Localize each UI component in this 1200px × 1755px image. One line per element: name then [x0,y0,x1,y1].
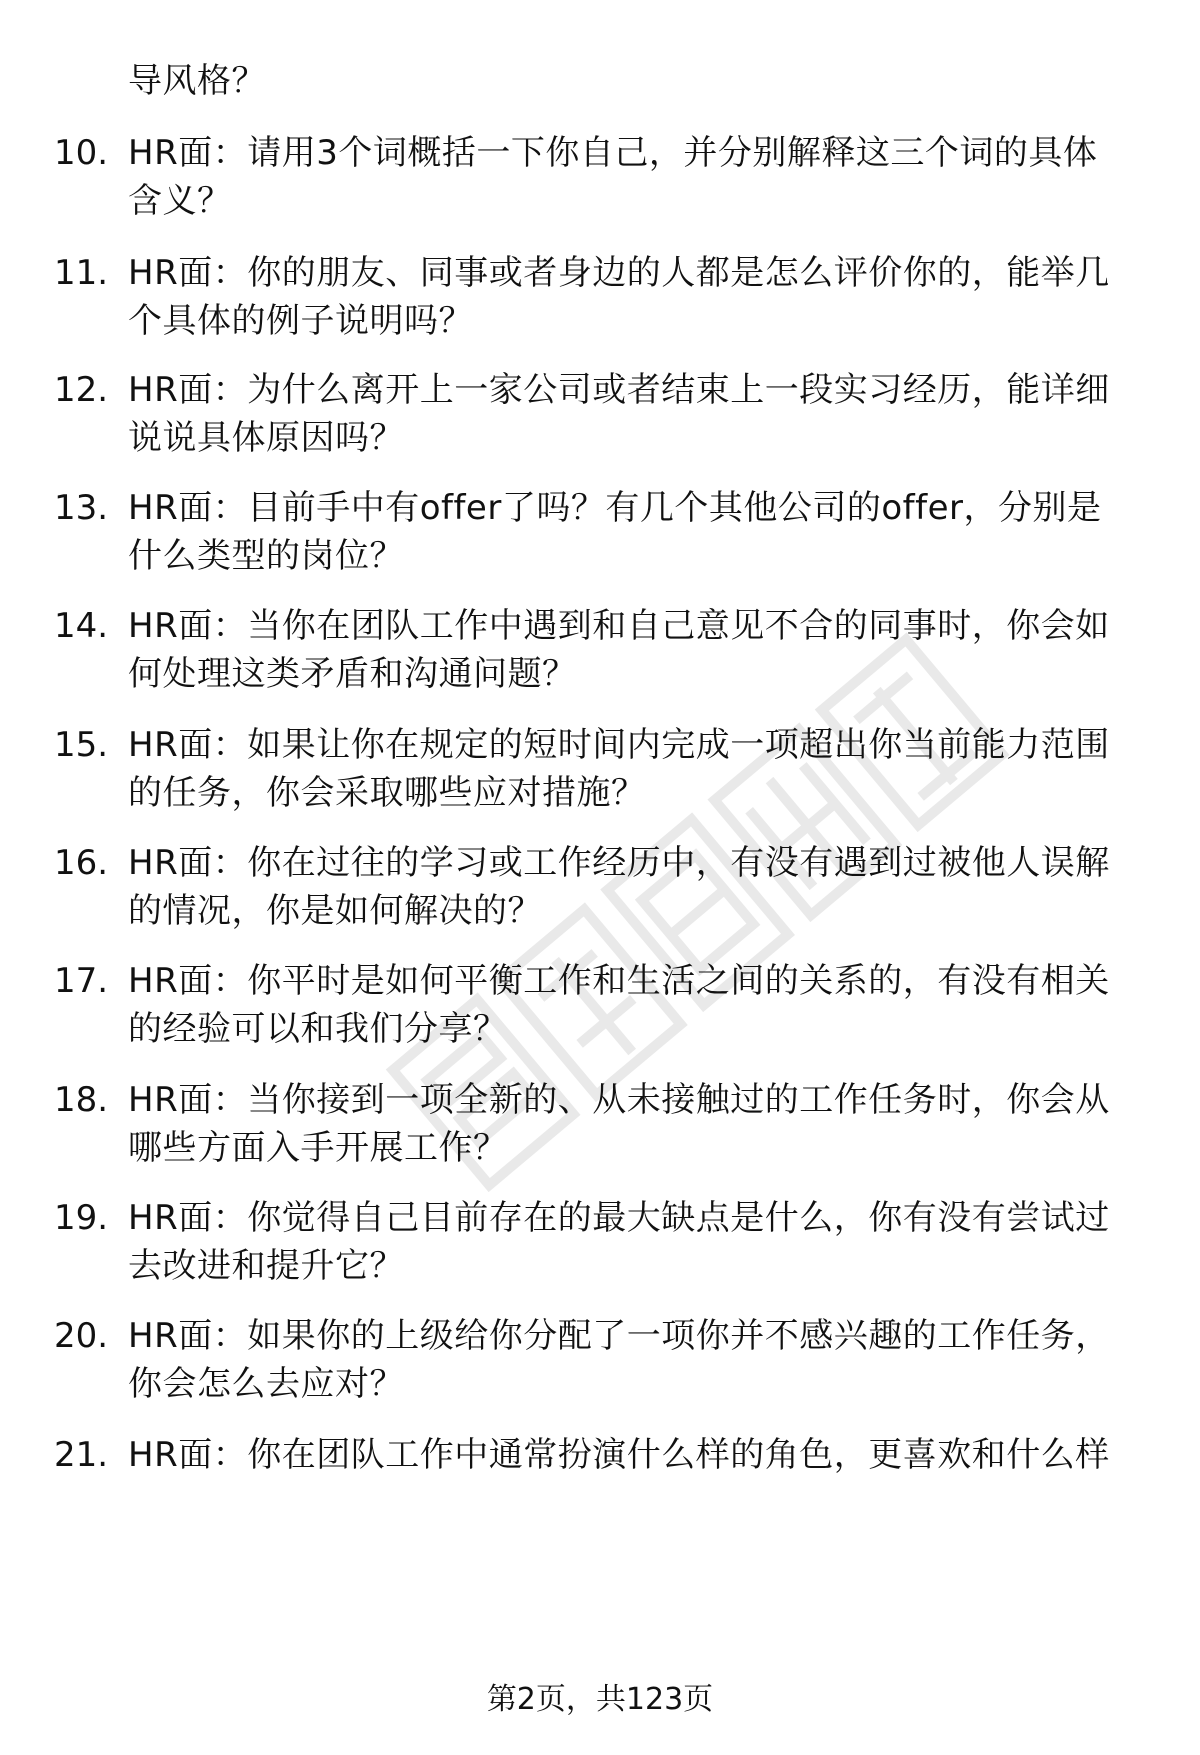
question-number: 21. [54,1435,109,1475]
question-number: 19. [54,1198,109,1238]
question-number: 17. [54,961,109,1001]
question-text-line1: HR面：你的朋友、同事或者身边的人都是怎么评价你的，能举几 [128,253,1110,293]
question-number: 18. [54,1080,109,1120]
question-text-line2: 去改进和提升它？ [128,1246,404,1286]
question-text-line1: HR面：你平时是如何平衡工作和生活之间的关系的，有没有相关 [128,961,1110,1001]
question-text-line2: 的任务，你会采取哪些应对措施？ [128,773,646,813]
question-text-line2: 含义？ [128,181,232,221]
question-text-line1: HR面：你在团队工作中通常扮演什么样的角色，更喜欢和什么样 [128,1435,1110,1475]
question-text-line1: HR面：如果你的上级给你分配了一项你并不感兴趣的工作任务， [128,1316,1110,1356]
question-text-line2: 哪些方面入手开展工作？ [128,1128,508,1168]
question-number: 14. [54,606,109,646]
continuation-line: 导风格？ [128,61,266,101]
question-number: 13. [54,488,109,528]
question-text-line1: HR面：如果让你在规定的短时间内完成一项超出你当前能力范围 [128,725,1110,765]
question-number: 10. [54,133,109,173]
question-text-line1: HR面：目前手中有offer了吗？有几个其他公司的offer，分别是 [128,488,1102,528]
question-number: 16. [54,843,109,883]
question-text-line2: 什么类型的岗位？ [128,536,404,576]
question-text-line2: 说说具体原因吗？ [128,418,404,458]
question-text-line2: 个具体的例子说明吗？ [128,301,473,341]
question-text-line1: HR面：当你接到一项全新的、从未接触过的工作任务时，你会从 [128,1080,1110,1120]
page-footer: 第2页，共123页 [486,1682,714,1717]
question-text-line1: HR面：当你在团队工作中遇到和自己意见不合的同事时，你会如 [128,606,1110,646]
question-number: 12. [54,370,109,410]
question-text-line1: HR面：请用3个词概括一下你自己，并分别解释这三个词的具体 [128,133,1098,173]
question-text-line2: 的经验可以和我们分享？ [128,1009,508,1049]
question-text-line2: 你会怎么去应对？ [128,1364,404,1404]
question-number: 15. [54,725,109,765]
question-number: 20. [54,1316,109,1356]
question-text-line2: 的情况，你是如何解决的？ [128,891,542,931]
question-text-line2: 何处理这类矛盾和沟通问题？ [128,654,577,694]
question-number: 11. [54,253,109,293]
question-text-line1: HR面：你在过往的学习或工作经历中，有没有遇到过被他人误解 [128,843,1110,883]
question-text-line1: HR面：你觉得自己目前存在的最大缺点是什么，你有没有尝试过 [128,1198,1110,1238]
question-text-line1: HR面：为什么离开上一家公司或者结束上一段实习经历，能详细 [128,370,1110,410]
